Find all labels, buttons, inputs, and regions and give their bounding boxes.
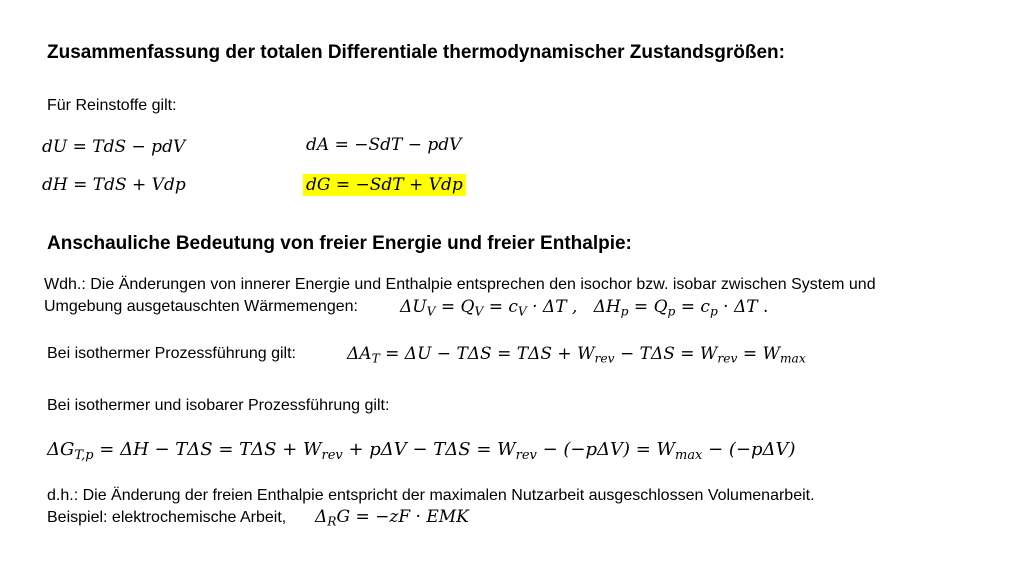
gibbs-equation: $\Delta G_{T,p} = \Delta H - T\Delta S = T\Delta S + W_{rev} + p\Delta V - T\Delta S = W_{rev} - (-p\Delta V) = W_{max} - (-p\Delta V)$ (47, 439, 796, 463)
isothermal-label: Bei isothermer Prozessführung gilt: (47, 345, 296, 362)
isothermal-equation: $\Delta A_T = \Delta U - T\Delta S = T\Delta S + W_{rev} - T\Delta S = W_{rev} = W_{max}$ (347, 344, 806, 366)
example-label: Beispiel: elektrochemische Arbeit, (47, 509, 287, 526)
page-title: Zusammenfassung der totalen Differentiale thermodynamischer Zustandsgrößen: (47, 42, 785, 63)
wdh-line-2: Umgebung ausgetauschten Wärmemengen: (44, 298, 358, 315)
equation-dh: dH = TdS + Vdp (42, 175, 186, 195)
equation-dg-highlighted: dG = −SdT + Vdp (303, 174, 466, 196)
heat-equations: $\Delta U_V = Q_V = c_V \cdot \Delta T$ , $\Delta H_p = Q_p = c_p \cdot \Delta T$ . (400, 297, 769, 319)
intro-text: Für Reinstoffe gilt: (47, 97, 177, 114)
conclusion-text: d.h.: Die Änderung der freien Enthalpie entspricht der maximalen Nutzarbeit ausgeschlossen Volumenarbeit. (47, 487, 815, 504)
equation-du: dU = TdS − pdV (42, 137, 186, 157)
isobaric-label: Bei isothermer und isobarer Prozessführung gilt: (47, 397, 390, 414)
equation-da: dA = −SdT − pdV (306, 135, 462, 155)
section-heading: Anschauliche Bedeutung von freier Energie und freier Enthalpie: (47, 233, 632, 254)
wdh-line-1: Wdh.: Die Änderungen von innerer Energie und Enthalpie entsprechen den isochor bzw. isobar zwischen System und (44, 276, 876, 293)
example-equation: $\Delta_RG = -zF$ · EMK (315, 507, 469, 529)
